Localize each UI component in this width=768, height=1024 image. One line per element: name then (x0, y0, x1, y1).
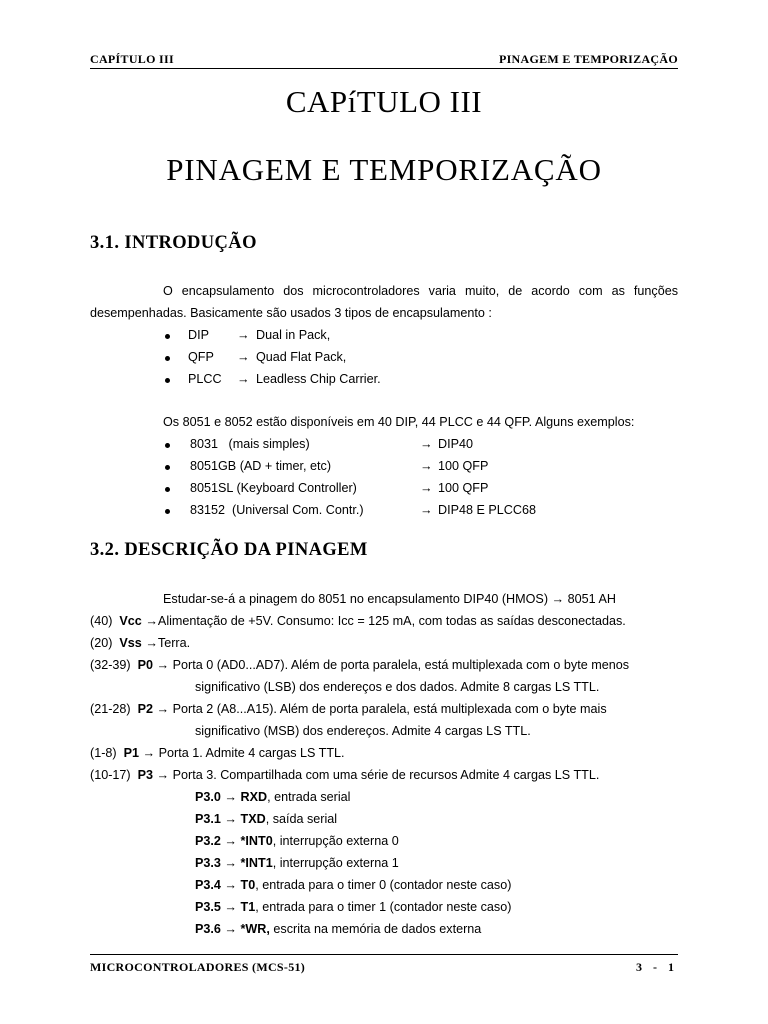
signal-name: *INT0 (240, 834, 273, 848)
signal-description: escrita na memória de dados externa (269, 922, 482, 936)
signal-description: , saída serial (265, 812, 338, 826)
pin-name: Vcc (119, 614, 142, 628)
bullet-icon (165, 443, 170, 448)
package-code: QFP (188, 350, 214, 364)
pin-entry-vss (90, 635, 190, 651)
arrow-right-icon: → (224, 856, 238, 870)
pin-entry-p1 (90, 745, 345, 761)
pin-number: (40) (90, 614, 113, 628)
port-pin: P3.2 (195, 834, 221, 848)
pin-name: P3 (137, 768, 154, 782)
chip-name: 83152 (Universal Com. Contr.) (190, 503, 364, 517)
bullet-icon (165, 356, 170, 361)
list-item (195, 877, 511, 893)
chip-package: 100 QFP (438, 481, 489, 495)
pin-number: (20) (90, 636, 113, 650)
chip-package: DIP48 E PLCC68 (438, 503, 537, 517)
chapter-title: CAPíTULO III (285, 84, 483, 119)
arrow-right-icon: → (420, 503, 433, 517)
pin-description: Porta 2 (A8...A15). Além de porta paralela, está multiplexada com o byte mais (172, 702, 607, 716)
footer-book-title: MICROCONTROLADORES (MCS-51) (90, 960, 306, 974)
header-rule (90, 68, 678, 69)
pin-description: Alimentação de +5V. Consumo: Icc = 125 mA, com todas as saídas desconectadas. (157, 614, 626, 628)
list-item (195, 811, 337, 827)
pin-entry-p2-continuation: significativo (MSB) dos endereços. Admite 4 cargas LS TTL. (195, 724, 531, 738)
list-item (195, 833, 399, 849)
examples-intro: Os 8051 e 8052 estão disponíveis em 40 DIP, 44 PLCC e 44 QFP. Alguns exemplos: (163, 415, 635, 429)
pinout-intro-text: Estudar-se-á a pinagem do 8051 no encapsulamento DIP40 (HMOS) (163, 592, 549, 606)
footer-rule (90, 954, 678, 955)
arrow-right-icon: → (156, 768, 170, 782)
list-item (195, 899, 511, 915)
pin-name: P1 (123, 746, 139, 760)
arrow-right-icon: → (224, 878, 238, 892)
signal-description: , entrada para o timer 0 (contador neste caso) (255, 878, 512, 892)
arrow-right-icon: → (237, 328, 250, 342)
package-description: Quad Flat Pack, (256, 350, 347, 364)
list-item (195, 855, 399, 871)
pin-number: (1-8) (90, 746, 117, 760)
arrow-right-icon: → (420, 459, 433, 473)
signal-name: RXD (240, 790, 268, 804)
arrow-right-icon: → (224, 922, 238, 936)
pin-name: Vss (119, 636, 142, 650)
header-chapter-label: CAPÍTULO III (90, 52, 174, 66)
arrow-right-icon: → (224, 790, 238, 804)
pin-description: Porta 3. Compartilhada com uma série de recursos Admite 4 cargas LS TTL. (172, 768, 600, 782)
intro-paragraph-line1: O encapsulamento dos microcontroladores varia muito, de acordo com as funções (163, 284, 678, 298)
pinout-intro-model: 8051 AH (567, 592, 616, 606)
pin-entry-p0-continuation: significativo (LSB) dos endereços e dos dados. Admite 8 cargas LS TTL. (195, 680, 600, 694)
chip-name: 8031 (mais simples) (190, 437, 310, 451)
list-item (195, 789, 350, 805)
bullet-icon (165, 334, 170, 339)
arrow-right-icon: → (156, 702, 170, 716)
signal-description: , interrupção externa 0 (272, 834, 399, 848)
signal-name: TXD (240, 812, 266, 826)
chip-name: 8051SL (Keyboard Controller) (190, 481, 357, 495)
arrow-right-icon: → (420, 437, 433, 451)
signal-description: , entrada para o timer 1 (contador neste caso) (255, 900, 512, 914)
arrow-right-icon: → (224, 812, 238, 826)
arrow-right-icon: → (237, 372, 250, 386)
chip-name: 8051GB (AD + timer, etc) (190, 459, 332, 473)
package-code: DIP (188, 328, 209, 342)
signal-description: , entrada serial (267, 790, 351, 804)
signal-name: *WR, (240, 922, 270, 936)
pin-description: Porta 0 (AD0...AD7). Além de porta paralela, está multiplexada com o byte menos (172, 658, 630, 672)
chapter-subtitle: PINAGEM E TEMPORIZAÇÃO (166, 152, 602, 187)
signal-name: T0 (240, 878, 256, 892)
section-heading-descricao-pinagem: 3.2. DESCRIÇÃO DA PINAGEM (90, 540, 368, 560)
arrow-right-icon: → (420, 481, 433, 495)
chip-package: DIP40 (438, 437, 474, 451)
package-code: PLCC (188, 372, 222, 386)
pin-description: Terra. (157, 636, 191, 650)
port-pin: P3.5 (195, 900, 221, 914)
port-pin: P3.1 (195, 812, 221, 826)
port-pin: P3.3 (195, 856, 221, 870)
pin-entry-p3 (90, 767, 599, 783)
arrow-right-icon: → (237, 350, 250, 364)
section-heading-introducao: 3.1. INTRODUÇÃO (90, 233, 257, 253)
list-item (195, 921, 481, 937)
pin-number: (21-28) (90, 702, 131, 716)
signal-name: *INT1 (240, 856, 273, 870)
chip-package: 100 QFP (438, 459, 489, 473)
bullet-icon (165, 487, 170, 492)
arrow-right-icon: → (224, 900, 238, 914)
package-description: Dual in Pack, (256, 328, 331, 342)
running-footer (90, 958, 678, 976)
pin-number: (10-17) (90, 768, 131, 782)
pin-name: P0 (137, 658, 154, 672)
pin-entry-vcc (90, 613, 626, 629)
intro-paragraph-line2: desempenhadas. Basicamente são usados 3 tipos de encapsulamento : (90, 306, 492, 320)
pin-entry-p0 (90, 657, 629, 673)
header-topic-label: PINAGEM E TEMPORIZAÇÃO (498, 52, 678, 66)
port-pin: P3.6 (195, 922, 221, 936)
arrow-right-icon: → (156, 658, 170, 672)
bullet-icon (165, 509, 170, 514)
page-number: 3 - 1 (636, 960, 678, 974)
pinout-intro (163, 591, 616, 607)
pin-name: P2 (137, 702, 154, 716)
bullet-icon (165, 465, 170, 470)
arrow-right-icon: → (145, 636, 158, 650)
pin-entry-p2 (90, 701, 607, 717)
bullet-icon (165, 378, 170, 383)
signal-description: , interrupção externa 1 (272, 856, 399, 870)
package-description: Leadless Chip Carrier. (256, 372, 381, 386)
running-header (90, 50, 678, 68)
pin-number: (32-39) (90, 658, 131, 672)
port-pin: P3.0 (195, 790, 221, 804)
signal-name: T1 (240, 900, 256, 914)
arrow-right-icon: → (551, 592, 565, 606)
pin-description: Porta 1. Admite 4 cargas LS TTL. (158, 746, 345, 760)
arrow-right-icon: → (224, 834, 238, 848)
arrow-right-icon: → (142, 746, 156, 760)
arrow-right-icon: → (145, 614, 158, 628)
port-pin: P3.4 (195, 878, 221, 892)
